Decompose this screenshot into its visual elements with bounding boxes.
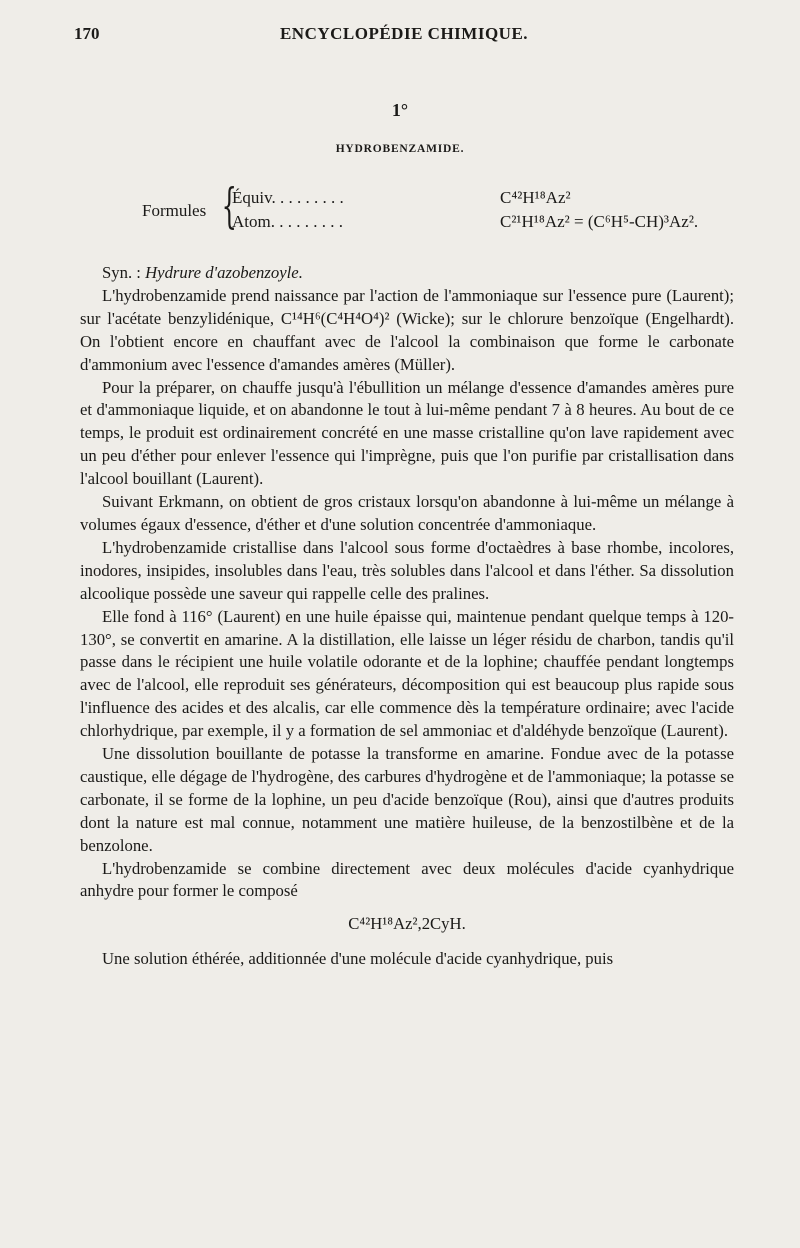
formula-equiv-value: C⁴²H¹⁸Az² xyxy=(500,188,571,207)
synonym-name: Hydrure d'azobenzoyle. xyxy=(145,263,303,282)
centered-formula: C⁴²H¹⁸Az²,2CyH. xyxy=(348,914,466,934)
formula-atom-value: C²¹H¹⁸Az² = (C⁶H⁵-CH)³Az². xyxy=(500,212,699,231)
paragraph-properties: L'hydrobenzamide cristallise dans l'alcool sous forme d'octaèdres à base rhombe, incolores, inodores, insipides, insolubles dans l'eau, très solubles dans l'alcool et dans l'éther. Sa dissolution alcoolique possède une saveur qui rappelle celle des pralines. xyxy=(80,537,734,603)
running-title: ENCYCLOPÉDIE CHIMIQUE. xyxy=(279,24,529,43)
formula-block xyxy=(142,178,762,238)
paragraph-cyanhydric: L'hydrobenzamide se combine directement avec deux molécules d'acide cyanhydrique anhydre pour former le composé xyxy=(80,858,734,901)
formula-equiv-label: Équiv. . . . . . . . . xyxy=(232,188,344,207)
formula-equiv xyxy=(232,188,571,208)
body-text xyxy=(80,262,734,971)
formula-label: Formules xyxy=(142,201,207,220)
paragraph-formation: L'hydrobenzamide prend naissance par l'action de l'ammoniaque sur l'essence pure (Laurent); sur l'acétate benzylidénique, C¹⁴H⁶(C⁴H⁴O⁴)² (Wicke); sur le chlorure benzoïque (Engelhardt). On l'obtient encore en chauffant avec de l'alcool la combinaison que forme le carbonate d'ammonium avec l'essence d'amandes amères (Müller). xyxy=(80,285,734,374)
page-number: 170 xyxy=(74,24,100,43)
paragraph-preparation: Pour la préparer, on chauffe jusqu'à l'ébullition un mélange d'essence d'amandes amères pure et d'ammoniaque liquide, et on abandonne le tout à lui-même pendant 7 à 8 heures. Au bout de ce temps, le produit est ordinairement concrété en une masse cristalline qu'on lave rapidement avec un peu d'éther pour enlever l'essence qui l'imprègne, puis que l'on purifie par cristallisation dans l'alcool bouillant (Laurent). xyxy=(80,377,734,489)
paragraph-melting: Elle fond à 116° (Laurent) en une huile épaisse qui, maintenue pendant quelque temps à 120-130°, se convertit en amarine. A la distillation, elle laisse un léger résidu de charbon, tandis qu'il passe dans le récipient une huile volatile odorante et de la lophine; chauffée pendant longtemps avec de l'alcool, elle reproduit ses générateurs, décomposition qui est beaucoup plus rapide sous l'influence des acides et des alcalis, car elle commence dès la température ordinaire; avec l'acide chlorhydrique, par exemple, il y a formation de sel ammoniac et d'aldéhyde benzoïque (Laurent). xyxy=(80,606,734,741)
synonym-label: Syn. : xyxy=(102,263,146,282)
section-number: 1° xyxy=(391,100,409,120)
synonym-line xyxy=(80,262,734,285)
paragraph-erkmann: Suivant Erkmann, on obtient de gros cristaux lorsqu'on abandonne à lui-même un mélange à volumes égaux d'essence, d'éther et d'une solution concentrée d'ammoniaque. xyxy=(80,492,734,534)
formula-atom-label: Atom. . . . . . . . . xyxy=(232,212,343,231)
section-title: HYDROBENZAMIDE. xyxy=(335,143,465,155)
paragraph-ether-solution: Une solution éthérée, additionnée d'une molécule d'acide cyanhydrique, puis xyxy=(102,949,614,969)
formula-atom xyxy=(232,212,699,232)
paragraph-potash: Une dissolution bouillante de potasse la transforme en amarine. Fondue avec de la potasse caustique, elle dégage de l'hydrogène, des carbures d'hydrogène et de l'ammoniaque; la potasse se carbonate, il se forme de la lophine, un peu d'acide benzoïque (Rou), ainsi que d'autres produits dont la nature est mal connue, notamment une matière huileuse, de la benzostilbène et de la benzolone. xyxy=(80,744,734,855)
brace-symbol: { xyxy=(221,178,237,234)
page-header xyxy=(74,20,734,46)
